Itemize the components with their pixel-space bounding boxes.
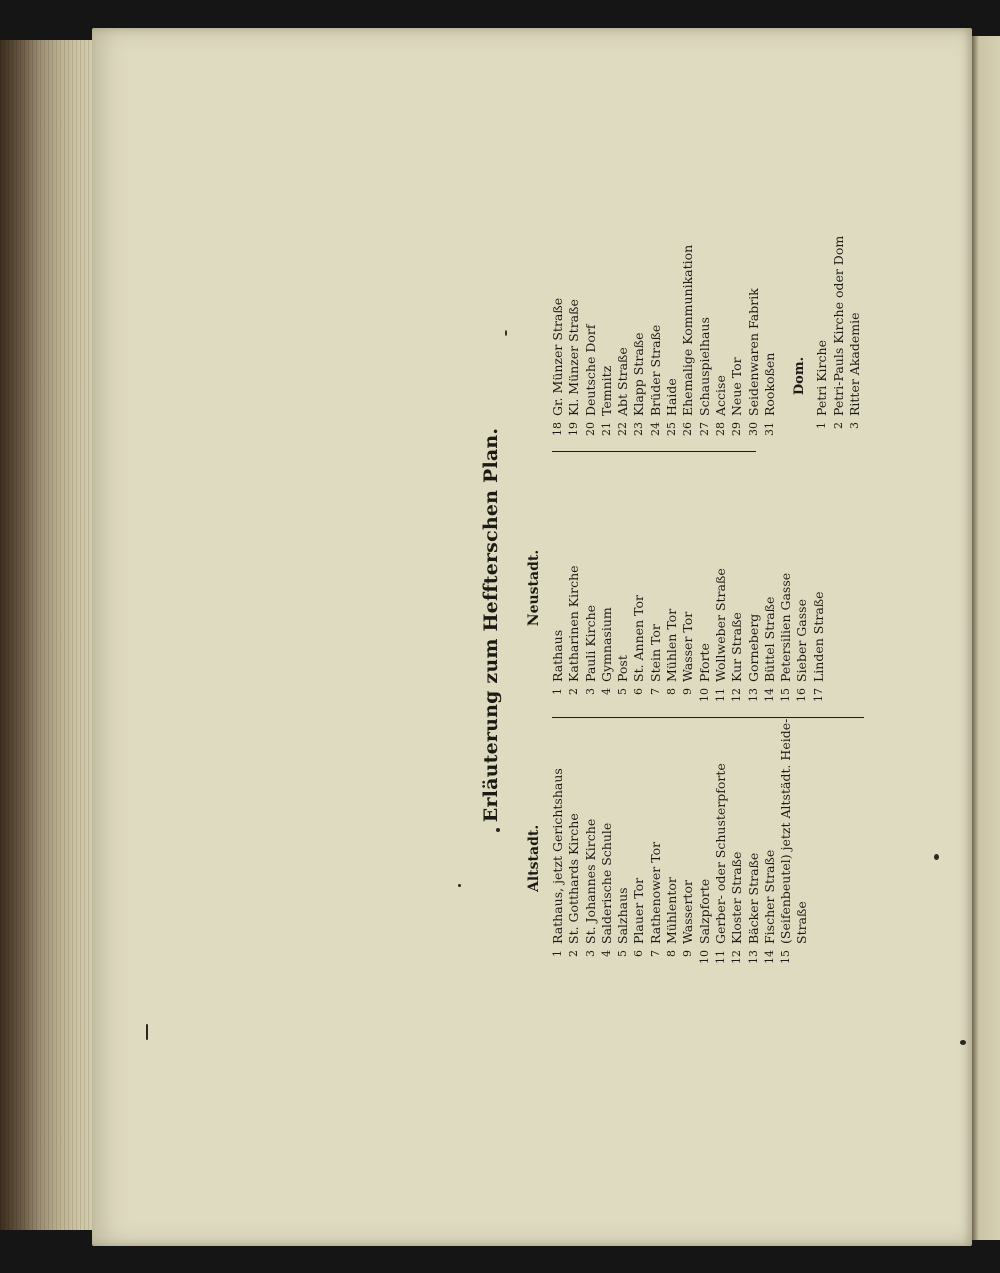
list-item	[566, 468, 582, 708]
item-number: 23	[632, 422, 646, 436]
item-label: Linden Straße	[810, 591, 826, 682]
item-number: 4	[599, 688, 613, 695]
item-label: St. Johannes Kirche	[582, 818, 598, 944]
item-label: Haide	[664, 378, 680, 416]
item-label: Rathaus	[550, 629, 565, 682]
list-item	[778, 468, 794, 708]
list-item	[697, 280, 713, 442]
item-label: Rathaus, jetzt Gerichtshaus	[550, 768, 565, 944]
item-number: 2	[567, 688, 581, 695]
next-page-edge	[972, 36, 1000, 1240]
list-item	[599, 732, 615, 970]
item-number: 27	[697, 422, 711, 436]
item-number: 19	[567, 422, 581, 436]
item-number: 14	[762, 688, 776, 702]
dom-list	[814, 235, 863, 442]
item-label: Brüder Straße	[647, 324, 663, 416]
list-item	[713, 468, 729, 708]
item-label: Rathenower Tor	[647, 841, 663, 944]
item-number: 30	[746, 422, 760, 436]
list-item	[729, 468, 745, 708]
item-label: Gerber- oder Schusterpforte	[712, 763, 728, 944]
item-label: Bäcker Straße	[745, 852, 761, 944]
item-number: 12	[730, 688, 744, 702]
item-label: Salderische Schule	[598, 822, 614, 944]
list-item	[599, 280, 615, 442]
list-item	[713, 280, 729, 442]
altstadt-column	[524, 718, 811, 970]
item-label: Petersilien Gasse	[778, 572, 794, 682]
item-number: 28	[713, 422, 727, 436]
item-label: Salzhaus	[615, 887, 631, 944]
item-number: 5	[616, 950, 630, 957]
item-label: Kur Straße	[729, 612, 745, 682]
item-label: St. Annen Tor	[631, 595, 647, 682]
item-label: Schauspielhaus	[696, 317, 712, 416]
item-number: 2	[567, 950, 581, 957]
item-number: 29	[730, 422, 744, 436]
column-divider	[552, 717, 864, 718]
item-number: 13	[746, 950, 760, 964]
item-label: Stein Tor	[647, 624, 663, 682]
item-number: 15	[779, 688, 793, 702]
item-number: 14	[762, 950, 776, 964]
list-item	[566, 280, 582, 442]
list-item	[762, 468, 778, 708]
item-label: Mühlen Tor	[664, 608, 680, 682]
list-item	[550, 732, 566, 970]
item-label: Salzpforte	[696, 878, 712, 944]
item-label: Wasser Tor	[680, 611, 696, 682]
item-number: 11	[713, 950, 727, 964]
item-number: 18	[551, 422, 564, 436]
item-label: Temnitz	[598, 365, 614, 416]
item-number: 7	[648, 688, 662, 695]
item-label-continuation: Straße	[794, 901, 810, 944]
neustadt-continued-list	[550, 244, 778, 442]
item-number: 24	[648, 422, 662, 436]
item-number: 10	[697, 688, 711, 702]
item-number: 13	[746, 688, 760, 702]
list-item	[778, 718, 811, 970]
list-item	[697, 468, 713, 708]
item-number: 31	[762, 422, 776, 436]
item-number: 11	[713, 688, 727, 702]
item-number: 22	[616, 422, 630, 436]
item-label: Ritter Akademie	[847, 312, 863, 416]
item-label: Katharinen Kirche	[566, 565, 582, 682]
list-item	[631, 468, 647, 708]
list-item	[664, 732, 680, 970]
item-number: 12	[730, 950, 744, 964]
item-number: 1	[551, 688, 564, 695]
list-item	[664, 280, 680, 442]
list-item	[648, 468, 664, 708]
list-item	[566, 732, 582, 970]
item-number: 16	[795, 688, 809, 702]
item-label: St. Gotthards Kirche	[566, 813, 582, 944]
list-item	[697, 732, 713, 970]
item-label: Gymnasium	[598, 607, 614, 682]
item-label: Abt Straße	[615, 347, 631, 416]
item-label: Deutsche Dorf	[582, 324, 598, 416]
item-label: Seidenwaren Fabrik	[745, 288, 761, 416]
item-number: 8	[665, 688, 679, 695]
item-number: 21	[599, 422, 613, 436]
altstadt-list	[550, 718, 811, 970]
list-item	[599, 468, 615, 708]
list-item	[615, 732, 631, 970]
item-label: Rookoßen	[761, 352, 777, 416]
item-number: 20	[583, 422, 597, 436]
item-label: Sieber Gasse	[794, 599, 810, 682]
list-item	[648, 732, 664, 970]
list-item	[814, 280, 830, 442]
list-item	[847, 280, 863, 442]
item-label: Neue Tor	[729, 357, 745, 416]
item-number: 5	[616, 688, 630, 695]
list-item	[615, 468, 631, 708]
speck	[146, 1024, 148, 1040]
item-label: Accise	[712, 375, 728, 416]
item-label: Pauli Kirche	[582, 604, 598, 682]
speck	[960, 1040, 966, 1045]
item-label: Gr. Münzer Straße	[550, 297, 565, 416]
list-item	[794, 468, 810, 708]
item-number: 26	[681, 422, 695, 436]
column-divider	[552, 451, 756, 452]
list-item	[680, 244, 696, 442]
list-item	[631, 732, 647, 970]
book-page-edges	[0, 40, 100, 1230]
item-number: 7	[648, 950, 662, 957]
speck	[458, 884, 461, 887]
list-item	[746, 280, 762, 442]
item-number: 1	[551, 950, 564, 957]
item-label: Kl. Münzer Straße	[566, 299, 582, 416]
list-item	[664, 468, 680, 708]
list-item	[615, 280, 631, 442]
list-item	[648, 280, 664, 442]
item-number: 1	[815, 422, 829, 429]
neustadt-heading: Neustadt.	[526, 549, 542, 627]
list-item	[762, 732, 778, 970]
neustadt-continued-column	[524, 235, 863, 442]
item-number: 10	[697, 950, 711, 964]
list-item	[762, 280, 778, 442]
dom-heading: Dom.	[792, 356, 808, 396]
list-item	[550, 280, 566, 442]
list-item	[680, 732, 696, 970]
item-number: 6	[632, 950, 646, 957]
item-number: 4	[599, 950, 613, 957]
item-label: Petri-Pauls Kirche oder Dom	[830, 235, 846, 416]
list-item	[811, 468, 827, 708]
legend-sheet	[474, 235, 863, 970]
item-label: Kloster Straße	[729, 851, 745, 944]
item-label: Post	[615, 655, 631, 682]
list-item	[746, 468, 762, 708]
list-item	[631, 280, 647, 442]
list-item	[713, 732, 729, 970]
item-label: Klapp Straße	[631, 332, 647, 416]
item-number: 8	[665, 950, 679, 957]
item-number: 3	[583, 950, 597, 957]
list-item	[729, 280, 745, 442]
list-item	[583, 280, 599, 442]
speck	[934, 854, 939, 860]
item-label: Plauer Tor	[631, 877, 647, 944]
list-item	[729, 732, 745, 970]
item-number: 17	[811, 688, 825, 702]
item-number: 9	[681, 950, 695, 957]
item-label: Büttel Straße	[761, 596, 777, 682]
list-item	[830, 235, 847, 442]
list-item	[680, 468, 696, 708]
item-label: Fischer Straße	[761, 849, 777, 944]
item-number: 3	[583, 688, 597, 695]
list-item	[746, 732, 762, 970]
item-number: 9	[681, 688, 695, 695]
list-item	[583, 732, 599, 970]
neustadt-list	[550, 468, 827, 708]
item-number: 2	[831, 422, 845, 429]
item-label: Wassertor	[680, 880, 696, 944]
item-number: 15	[779, 950, 793, 964]
item-label: Pforte	[696, 643, 712, 682]
altstadt-heading: Altstadt.	[526, 824, 542, 892]
item-number: 25	[665, 422, 679, 436]
page-title: Erläuterung zum Heffterschen Plan.	[480, 427, 502, 823]
list-item	[583, 468, 599, 708]
list-item	[550, 468, 566, 708]
item-number: 3	[848, 422, 862, 429]
item-label: Wollweber Straße	[712, 568, 728, 682]
neustadt-column	[524, 468, 827, 708]
item-label: Petri Kirche	[814, 340, 830, 416]
item-label: Ehemalige Kommunikation	[680, 244, 696, 416]
item-label: Mühlentor	[664, 877, 680, 944]
item-label: Gorneberg	[745, 613, 761, 682]
item-number: 6	[632, 688, 646, 695]
item-label: (Seifenbeutel) jetzt Altstädt. Heide-	[778, 718, 794, 944]
